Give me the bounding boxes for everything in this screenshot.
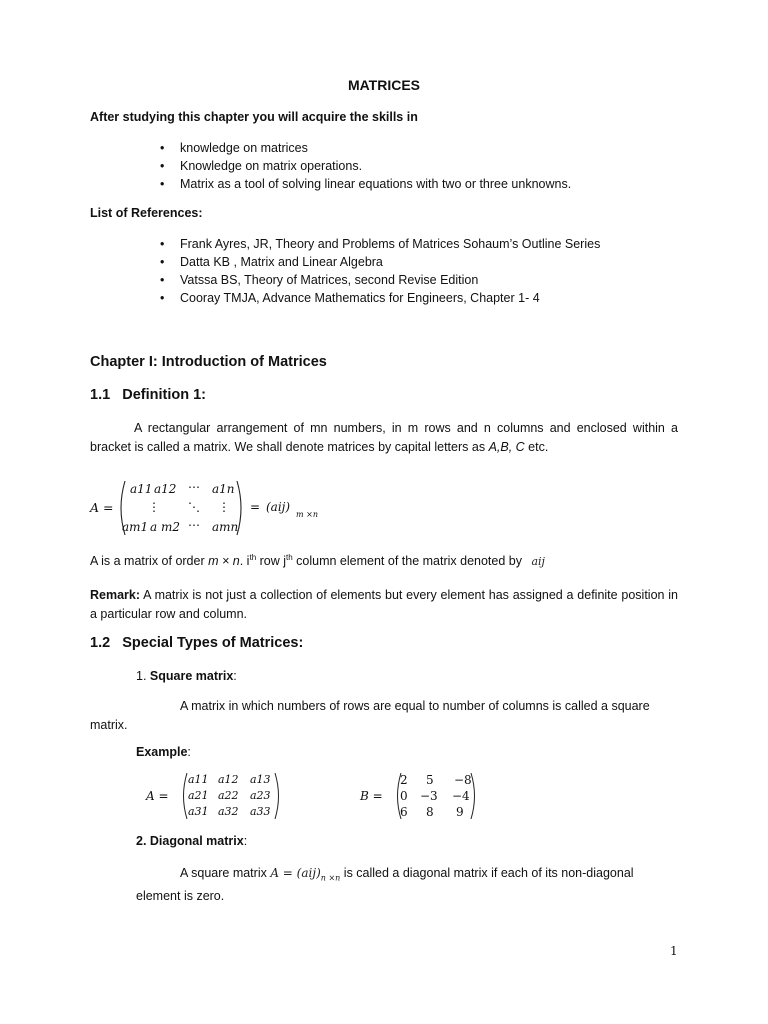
matrix-cell: −3 [420,789,438,803]
intro-text: After studying this chapter you will acquire the skills in [90,110,418,124]
matrix-cell: a11 [130,482,153,496]
matrix-cell: amn [212,520,239,534]
remark-text: A matrix is not just a collection of elements but every element has assigned a definite position in a particular row and column. [90,588,678,621]
matrix-cell: a23 [250,789,271,802]
list-item: • Vatssa BS, Theory of Matrices, second Revise Edition [160,271,600,289]
diagonal-matrix-heading [136,834,247,848]
colon: : [233,669,237,683]
remark-paragraph [90,586,678,624]
subscript: n ×n [320,873,341,883]
list-item: • Knowledge on matrix operations. [160,157,571,175]
matrix-cell: a13 [250,773,271,786]
order-text: column element of the matrix denoted by [292,554,526,569]
chapter-heading: Chapter I: Introduction of Matrices [90,354,327,370]
section-heading-1-2: 1.2 Special Types of Matrices: [90,635,304,651]
page-title: MATRICES [347,77,421,93]
matrix-cell: a12 [154,482,177,496]
references-heading: List of References: [90,206,203,220]
order-text: A is a matrix of order [90,554,209,569]
matrix-cell: 2 [400,773,408,787]
section-heading-1-1: 1.1 Definition 1: [90,387,207,403]
matrix-rhs: (aij) [266,500,291,514]
matrix-cell: ⋱ [188,500,200,514]
matrix-cell: a11 [188,773,209,786]
matrix-cell: a33 [250,805,271,818]
matrix-cell: ⋮ [218,500,230,514]
matrix-cell: 8 [426,805,434,819]
list-item: • Datta KB , Matrix and Linear Algebra [160,253,600,271]
superscript: th [286,553,293,562]
matrix-cell: a32 [218,805,239,818]
general-matrix [90,478,350,538]
page-number: 1 [670,944,678,958]
matrix-cell: ⋯ [188,518,200,532]
list-item: • Cooray TMJA, Advance Mathematics for Engineers, Chapter 1- 4 [160,289,600,307]
matrix-cell: −8 [454,773,472,787]
colon: : [187,745,191,759]
matrix-cell: a1n [212,482,235,496]
matrix-cell: −4 [452,789,470,803]
item-number: 1. [136,669,150,683]
matrix-cell: ⋮ [148,500,160,514]
definition-text-end: etc. [524,440,549,454]
example-label-text: Example [136,745,188,759]
definition-italic: A,B, C [488,440,525,454]
matrix-cell: a12 [218,773,239,786]
list-item: • knowledge on matrices [160,139,571,157]
matrix-cell: a22 [218,789,239,802]
order-line [90,553,545,568]
references-list [160,235,600,307]
matrix-cell: ⋯ [188,480,200,494]
matrix-cell: 9 [456,805,464,819]
list-item: • Frank Ayres, JR, Theory and Problems of Matrices Sohaum’s Outline Series [160,235,600,253]
matrix-rhs-subscript: m ×n [296,510,318,519]
order-text: row j [256,554,287,569]
matrix-equals: = [250,500,261,514]
matrix-cell: 6 [400,805,408,819]
definition-paragraph [90,419,678,457]
diagonal-paragraph-line1 [180,866,634,883]
right-paren [236,480,246,536]
diagonal-paragraph-line2: element is zero. [136,889,225,903]
diagonal-text: is called a diagonal matrix if each of its non-diagonal [340,866,634,880]
example-label [136,745,191,759]
right-paren [470,772,478,820]
list-item: • Matrix as a tool of solving linear equations with two or three unknowns. [160,175,571,193]
matrix-a-label: A = [146,789,169,803]
diagonal-matrix-symbol: A = (aij) [270,866,321,880]
square-matrix-label: Square matrix [149,669,234,683]
superscript: th [249,553,257,562]
skills-list [160,139,571,193]
matrix-lhs: A = [90,500,114,515]
definition-text: A rectangular arrangement of mn numbers, in m rows and n columns and enclosed within a bracket is called a matrix. We shall denote matrices by capital letters as [90,421,678,454]
example-matrix-b [360,772,490,820]
matrix-cell: am1 [122,520,149,534]
element-symbol: aij [531,555,545,569]
matrix-cell: a m2 [150,520,180,534]
matrix-cell: a21 [188,789,209,802]
matrix-b-label: B = [360,789,383,803]
square-matrix-paragraph: A matrix in which numbers of rows are equal to number of columns is called a square matrix. [90,699,650,732]
square-matrix-heading [136,669,237,683]
right-paren [274,772,282,820]
matrix-cell: 5 [426,773,434,787]
example-matrix-a [146,772,286,820]
diagonal-text: A square matrix [180,866,271,880]
diagonal-matrix-label: 2. Diagonal matrix [136,834,244,848]
colon: : [243,834,248,848]
remark-label: Remark: [90,588,141,602]
left-paren [180,772,188,820]
matrix-cell: a31 [188,805,209,818]
matrix-cell: 0 [400,789,408,803]
order-value: m × n [208,554,240,569]
order-text: . i [239,554,250,569]
